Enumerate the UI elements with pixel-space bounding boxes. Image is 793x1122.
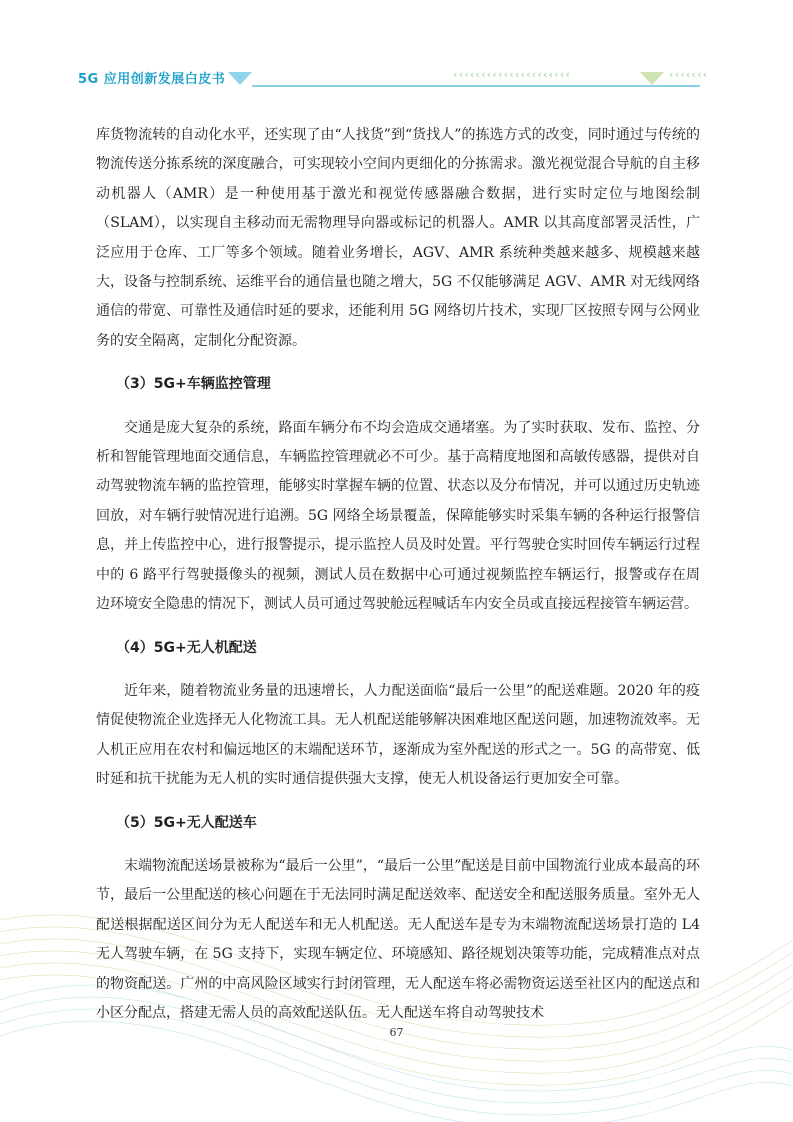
header-chevrons-right: ‹‹‹‹‹‹‹	[668, 68, 708, 81]
page-header	[0, 58, 793, 98]
section-heading: （4）5G+无人机配送	[116, 639, 257, 656]
section-heading: （3）5G+车辆监控管理	[116, 376, 271, 393]
paragraph: 末端物流配送场景被称为“最后一公里”，“最后一公里”配送是目前中国物流行业成本最高的环节，最后一公里配送的核心问题在于无法同时满足配送效率、配送安全和配送服务质量。室外无人配送根据配送区间分为无人配送车和无人机配送。无人配送车是专为末端物流配送场景打造的 L4 无人驾驶车辆，在 5G 支持下，实现车辆定位、环境感知、路径规划决策等功能，完成精准点对点的物资配送。广州的中高风险区域实行封闭管理，无人配送车将必需物资运送至社区内的配送点和小区分配点，搭建无需人员的高效配送队伍。无人配送车将自动驾驶技术	[96, 857, 700, 1021]
paragraph: 交通是庞大复杂的系统，路面车辆分布不均会造成交通堵塞。为了实时获取、发布、监控、分析和智能管理地面交通信息，车辆监控管理就必不可少。基于高精度地图和高敏传感器，提供对自动驾驶物流车辆的监控管理，能够实时掌握车辆的位置、状态以及分布情况，并可以通过历史轨迹回放，对车辆行驶情况进行追溯。5G 网络全场景覆盖，保障能够实时采集车辆的各种运行报警信息，并上传监控中心，进行报警提示，提示监控人员及时处置。平行驾驶仓实时回传车辆运行过程中的 6 路平行驾驶摄像头的视频，测试人员在数据中心可通过视频监控车辆运行，报警或存在周边环境安全隐患的情况下，测试人员可通过驾驶舱远程喊话车内安全员或直接远程接管车辆运营。	[96, 419, 700, 613]
page-number: 67	[389, 1026, 404, 1039]
header-chevrons-left: ‹‹‹‹‹‹‹‹‹‹‹‹‹‹‹‹‹‹‹‹‹	[452, 68, 571, 81]
header-triangle-green-icon	[640, 72, 664, 85]
body-text	[96, 121, 700, 1028]
paragraph: 库货物流转的自动化水平，还实现了由“人找货”到“货找人”的拣选方式的改变，同时通过与传统的物流传送分拣系统的深度融合，可实现较小空间内更细化的分拣需求。激光视觉混合导航的自主移动机器人（AMR）是一种使用基于激光和视觉传感器融合数据，进行实时定位与地图绘制（SLAM），以实现自主移动而无需物理导向器或标记的机器人。AMR 以其高度部署灵活性，广泛应用于仓库、工厂等多个领域。随着业务增长，AGV、AMR 系统种类越来越多、规模越来越大，设备与控制系统、运维平台的通信量也随之增大，5G 不仅能够满足 AGV、AMR 对无线网络通信的带宽、可靠性及通信时延的要求，还能利用 5G 网络切片技术，实现厂区按照专网与公网业务的安全隔离，定制化分配资源。	[96, 127, 700, 349]
header-triangle-icon	[228, 72, 252, 85]
header-title: 5G 应用创新发展白皮书	[78, 72, 226, 87]
paragraph: 近年来，随着物流业务量的迅速增长，人力配送面临“最后一公里”的配送难题。2020 年的疫情促使物流企业选择无人化物流工具。无人机配送能够解决困难地区配送问题，加速物流效率。无人机正应用在农村和偏远地区的末端配送环节，逐渐成为室外配送的形式之一。5G 的高带宽、低时延和抗干扰能为无人机的实时通信提供强大支撑，使无人机设备运行更加安全可靠。	[96, 682, 700, 788]
section-heading: （5）5G+无人配送车	[116, 814, 257, 831]
